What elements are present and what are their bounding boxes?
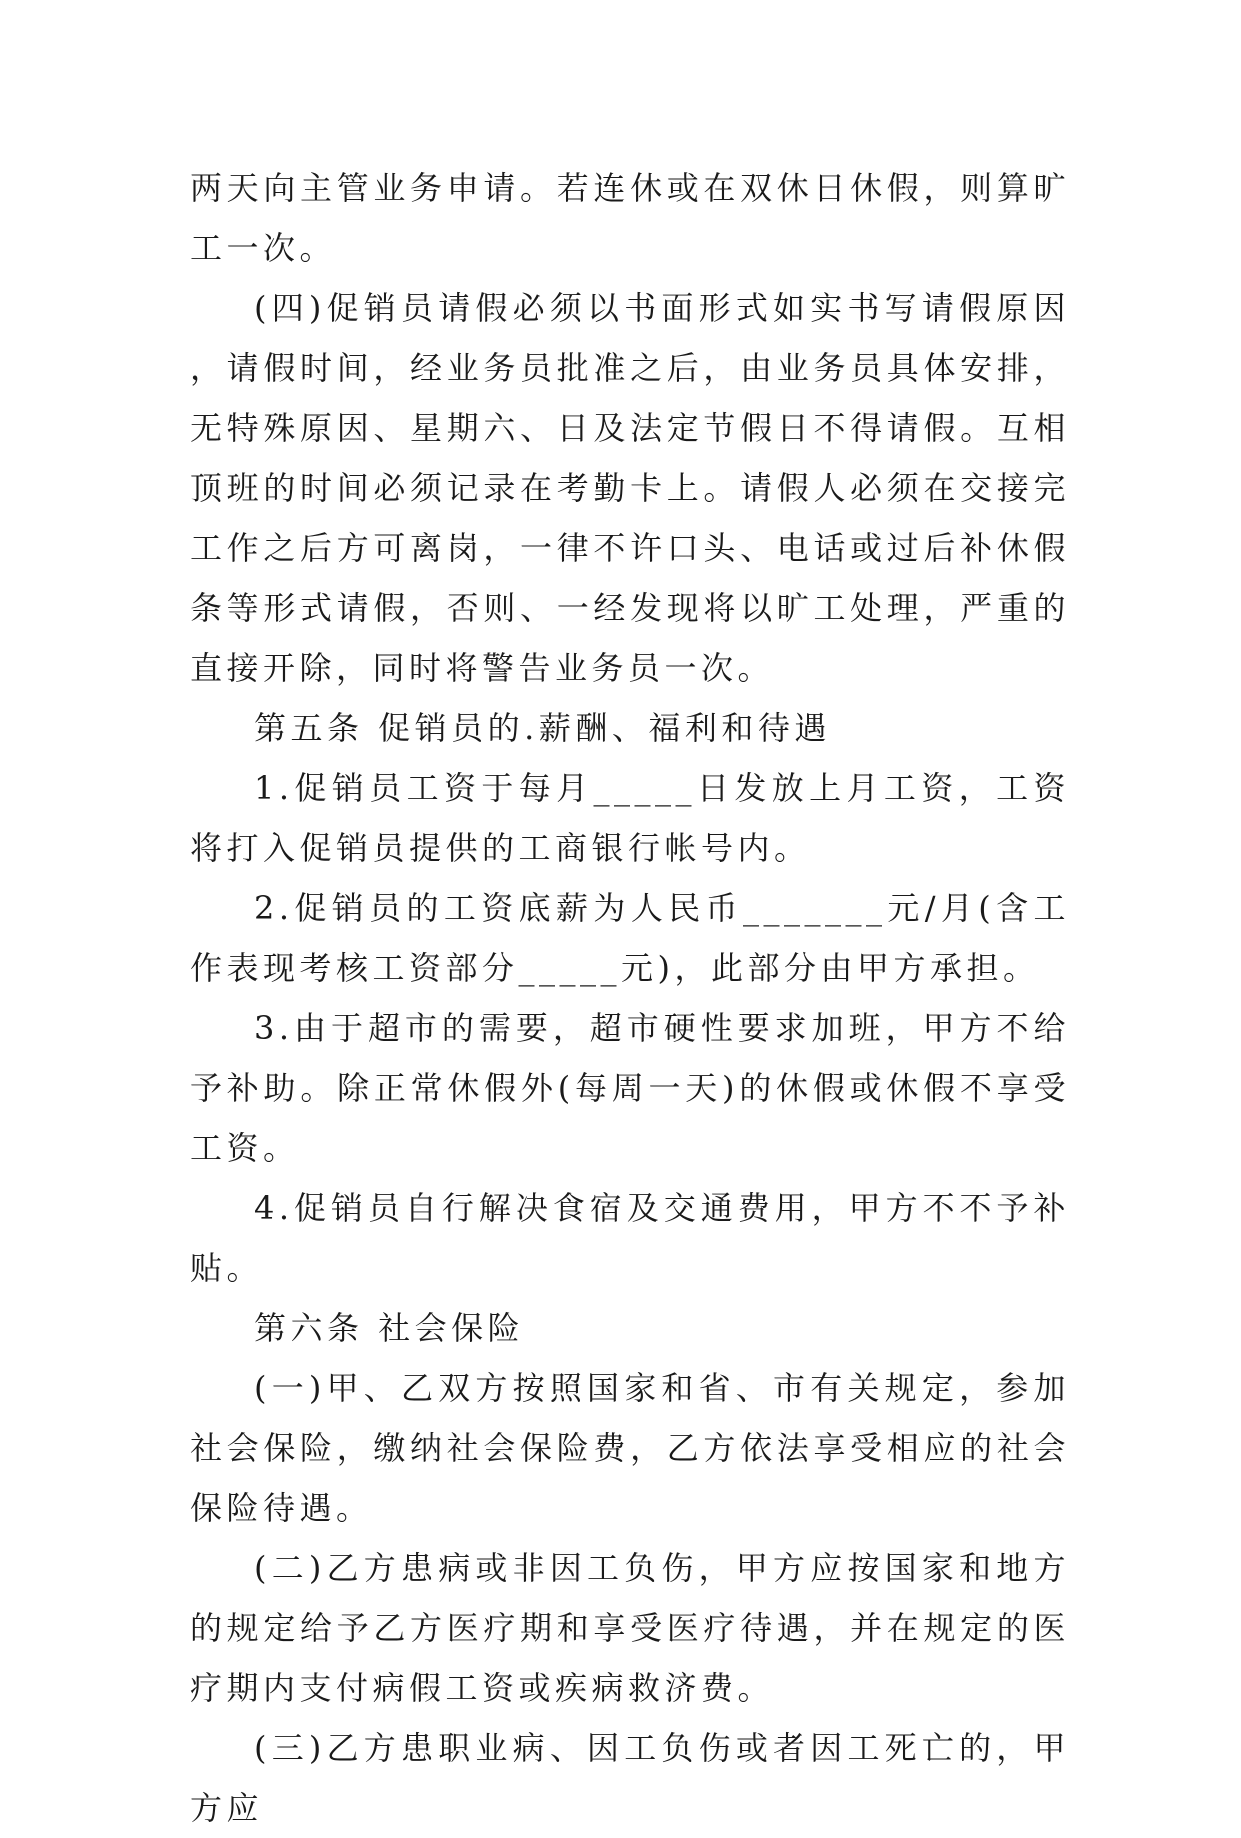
- article-5-item-4: 4.促销员自行解决食宿及交通费用，甲方不不予补贴。: [190, 1189, 1070, 1287]
- paragraph-leave-procedure: (四)促销员请假必须以书面形式如实书写请假原因，请假时间，经业务员批准之后，由业务员具体安排，无特殊原因、星期六、日及法定节假日不得请假。互相顶班的时间必须记录在考勤卡上。请假人必须在交接完工作之后方可离岗，一律不许口头、电话或过后补休假条等形式请假，否则、一经发现将以旷工处理，严重的直接开除，同时将警告业务员一次。: [190, 289, 1070, 687]
- article-5-item-1: 1.促销员工资于每月_____日发放上月工资，工资将打入促销员提供的工商银行帐号内。: [190, 769, 1070, 867]
- paragraph-leave-request-continuation: 两天向主管业务申请。若连休或在双休日休假，则算旷工一次。: [190, 169, 1070, 267]
- document-body: [190, 158, 1070, 1838]
- article-6-heading: 第六条 社会保险: [254, 1309, 525, 1347]
- article-6-clause-2: (二)乙方患病或非因工负伤，甲方应按国家和地方的规定给予乙方医疗期和享受医疗待遇，并在规定的医疗期内支付病假工资或疾病救济费。: [190, 1549, 1070, 1707]
- article-5-heading: 第五条 促销员的.薪酬、福利和待遇: [254, 709, 831, 747]
- article-6-clause-1: (一)甲、乙双方按照国家和省、市有关规定，参加社会保险，缴纳社会保险费，乙方依法享受相应的社会保险待遇。: [190, 1369, 1070, 1527]
- article-5-item-3: 3.由于超市的需要，超市硬性要求加班，甲方不给予补助。除正常休假外(每周一天)的休假或休假不享受工资。: [190, 1009, 1070, 1167]
- article-5-item-2: 2.促销员的工资底薪为人民币_______元/月(含工作表现考核工资部分_____元)，此部分由甲方承担。: [190, 889, 1070, 987]
- article-6-clause-3: (三)乙方患职业病、因工负伤或者因工死亡的，甲方应: [190, 1729, 1070, 1827]
